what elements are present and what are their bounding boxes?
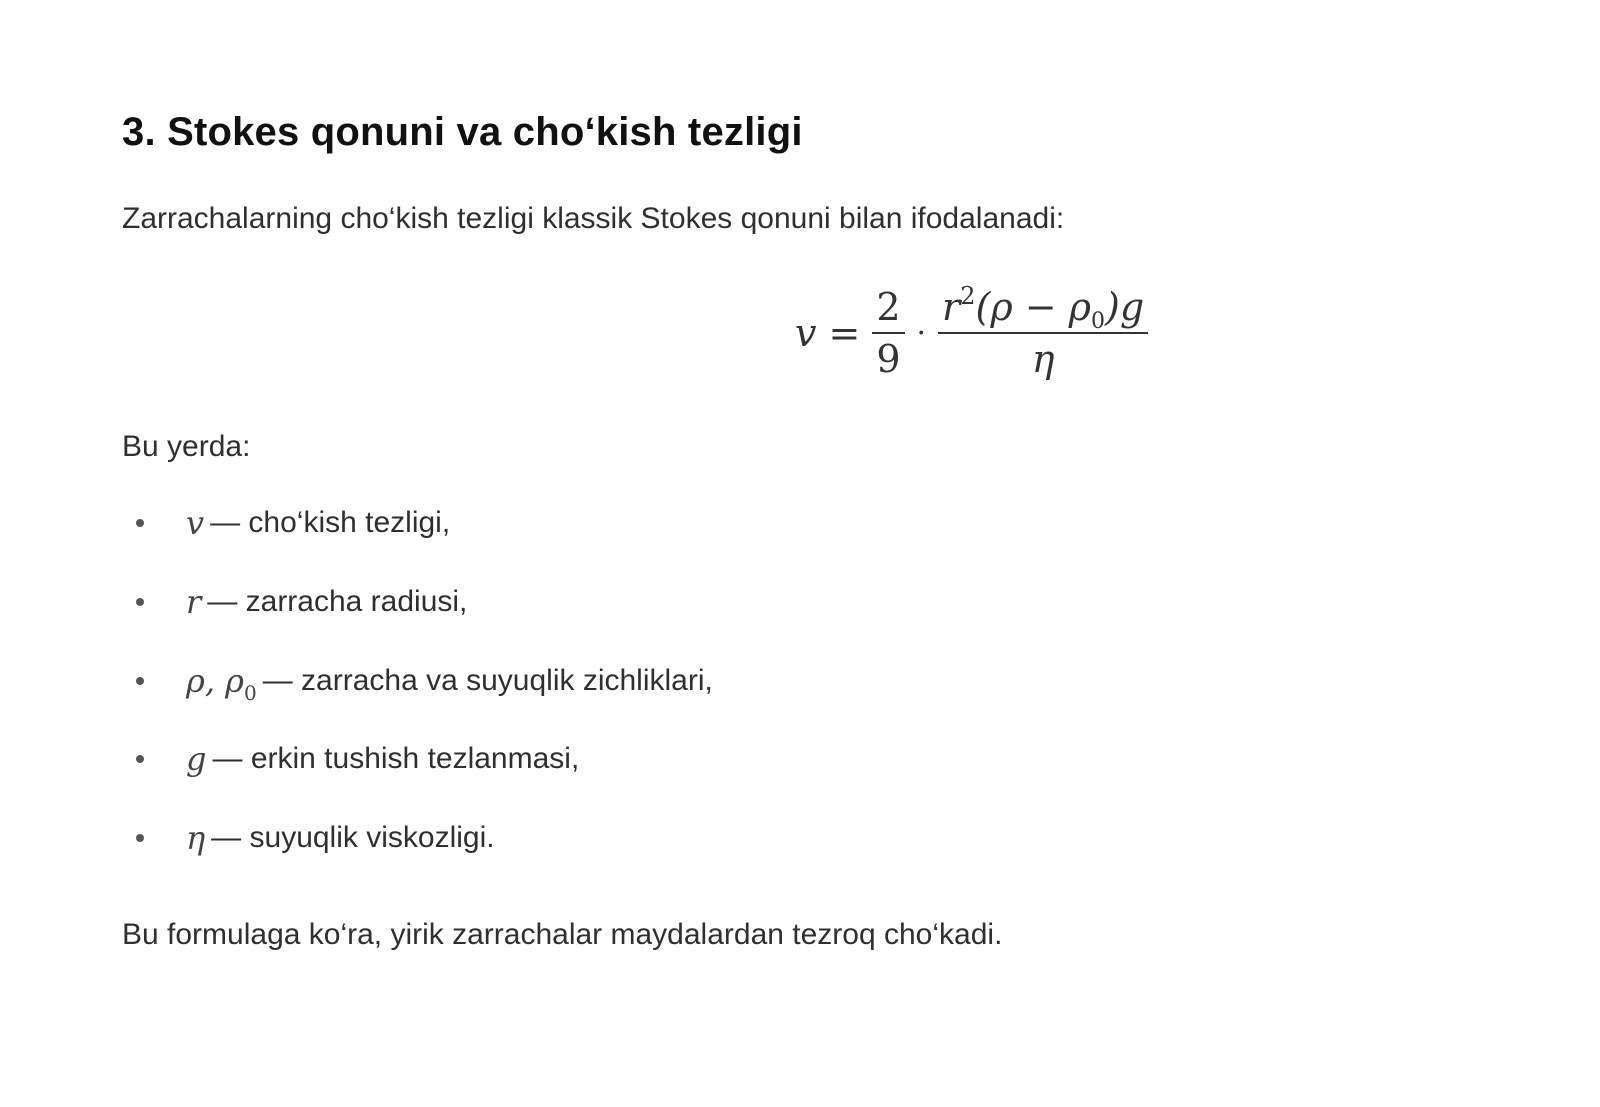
main-fraction-bar <box>938 332 1148 334</box>
list-item-symbol: η <box>186 819 206 857</box>
list-item-symbol <box>186 662 257 705</box>
formula-lhs: v <box>795 311 817 355</box>
coefficient-denominator: 9 <box>876 337 901 381</box>
intro-paragraph: Zarrachalarning cho‘kish tezligi klassik Stokes qonuni bilan ifodalanadi: <box>122 202 1065 235</box>
density-subscript: 0 <box>243 681 257 705</box>
list-item-text: — zarracha radiusi, <box>207 585 468 618</box>
list-item-text: — suyuqlik viskozligi. <box>211 821 495 854</box>
stokes-formula <box>795 282 1148 381</box>
where-label: Bu yerda: <box>122 430 251 463</box>
density-symbols: ρ, ρ <box>186 662 244 700</box>
list-item-velocity <box>122 503 450 543</box>
bullet-icon <box>136 834 144 842</box>
list-item-symbol: g <box>186 740 207 778</box>
bullet-icon <box>136 598 144 606</box>
list-item-symbol: v <box>186 504 205 542</box>
formula-equals: = <box>828 311 861 355</box>
numerator-power: 2 <box>960 282 976 310</box>
formula-times: · <box>916 315 927 351</box>
formula-coefficient <box>872 285 904 381</box>
coefficient-fraction-bar <box>872 332 904 334</box>
conclusion-paragraph: Bu formulaga ko‘ra, yirik zarrachalar maydalardan tezroq cho‘kadi. <box>122 918 1003 951</box>
bullet-icon <box>136 519 144 527</box>
list-item-text: — cho‘kish tezligi, <box>210 506 451 539</box>
list-item-text: — zarracha va suyuqlik zichliklari, <box>262 664 713 697</box>
numerator-gravity-term: )g <box>1105 285 1145 329</box>
coefficient-numerator: 2 <box>876 285 901 329</box>
list-item-viscosity <box>122 818 495 858</box>
main-denominator: η <box>1031 337 1055 381</box>
list-item-density <box>122 661 713 705</box>
bullet-icon <box>136 755 144 763</box>
numerator-subscript: 0 <box>1091 309 1106 334</box>
list-item-symbol: r <box>186 583 202 621</box>
list-item-radius <box>122 582 467 622</box>
numerator-r: r <box>942 285 961 329</box>
formula-main-fraction <box>938 282 1148 381</box>
numerator-density-term: (ρ − ρ <box>975 285 1092 329</box>
section-heading: 3. Stokes qonuni va cho‘kish tezligi <box>122 110 803 154</box>
list-item-text: — erkin tushish tezlanmasi, <box>212 742 580 775</box>
bullet-icon <box>136 677 144 685</box>
main-numerator <box>938 282 1148 334</box>
list-item-gravity <box>122 739 579 779</box>
